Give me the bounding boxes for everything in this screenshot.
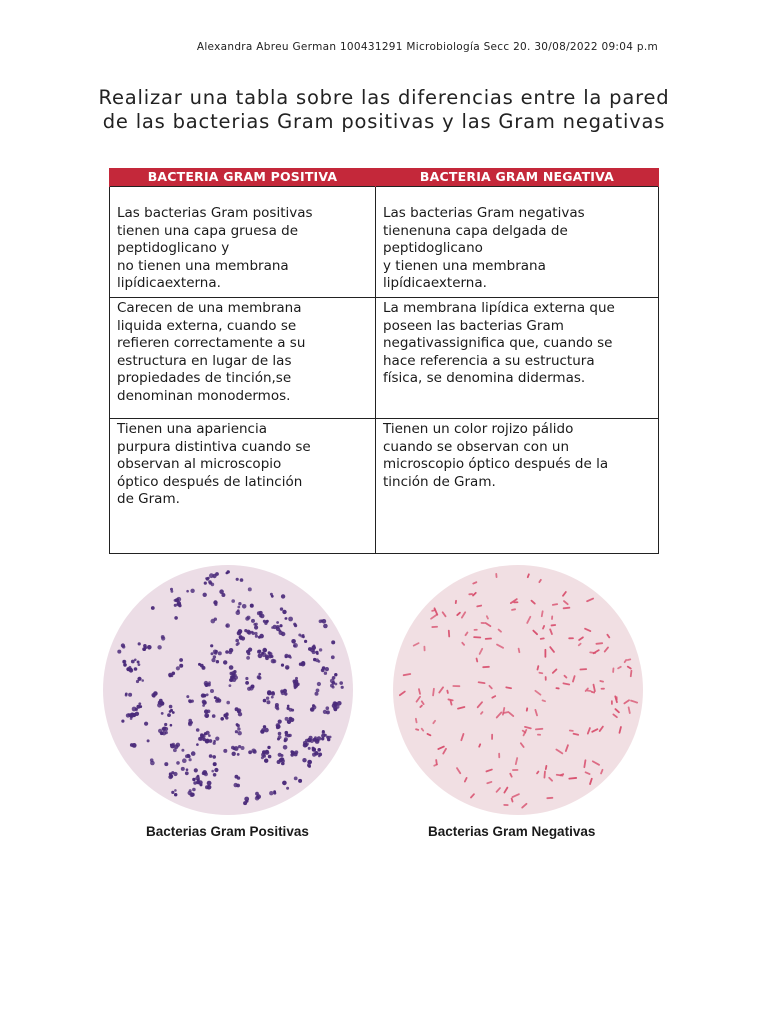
table-row [110, 187, 659, 298]
cell-negative [376, 187, 659, 298]
cell-line: estructura en lugar de las [117, 352, 292, 369]
cell-line: cuando se observan con un [383, 438, 570, 455]
cell-line: La membrana lipídica externa que [383, 300, 615, 316]
table-row [110, 419, 659, 554]
cell-positive [110, 187, 376, 298]
cell-line: tienen una capa gruesa de [117, 222, 299, 239]
header-gram-negative: BACTERIA GRAM NEGATIVA [376, 168, 659, 187]
cell-line: Tienen un color rojizo pálido [383, 421, 574, 437]
gram-positive-micrograph [92, 565, 364, 815]
cell-line: no tienen una membrana [117, 257, 289, 274]
caption-gram-negative: Bacterias Gram Negativas [428, 824, 596, 839]
cell-line: observan al microscopio [117, 456, 282, 472]
cell-line: refieren correctamente a su [117, 335, 306, 351]
cell-negative [376, 298, 659, 419]
page-title [60, 86, 708, 134]
header-line: Alexandra Abreu German 100431291 Microbiología Secc 20. 30/08/2022 09:04 p.m [196, 41, 658, 53]
cell-line: liquida externa, cuando se [117, 317, 297, 334]
cell-line: tienenuna capa delgada de [383, 222, 568, 239]
cell-line: óptico después de latinción [117, 473, 303, 490]
cell-line: de Gram. [117, 491, 180, 507]
cell-line: peptidoglicano [383, 240, 483, 256]
title-line-1: Realizar una tabla sobre las diferencias entre la pared [98, 86, 670, 109]
cell-line: microscopio óptico después de la [383, 456, 609, 472]
cell-line: tinción de Gram. [383, 473, 496, 490]
cell-line: propiedades de tinción,se [117, 370, 292, 386]
cell-line: denominan monodermos. [117, 387, 291, 404]
cell-line: Carecen de una membrana [117, 300, 302, 316]
cell-negative [376, 419, 659, 554]
table-row [110, 298, 659, 419]
table-header-row [110, 168, 659, 187]
title-line-2: de las bacterias Gram positivas y las Gram negativas [102, 110, 666, 133]
cell-line: física, se denomina didermas. [383, 370, 586, 386]
cell-line: poseen las bacterias Gram [383, 317, 564, 334]
caption-gram-positive: Bacterias Gram Positivas [146, 824, 309, 839]
comparison-table [109, 168, 659, 554]
cell-line: peptidoglicano y [117, 240, 230, 256]
slide-field [103, 565, 353, 815]
header-gram-positive: BACTERIA GRAM POSITIVA [110, 168, 376, 187]
cell-line: Las bacterias Gram negativas [383, 205, 585, 221]
cell-line: purpura distintiva cuando se [117, 438, 311, 455]
cell-line: Tienen una apariencia [117, 421, 267, 437]
cell-positive [110, 419, 376, 554]
cell-line: lipídicaexterna. [383, 275, 487, 291]
cell-line: y tienen una membrana [383, 257, 546, 274]
cell-line: negativassignifica que, cuando se [383, 335, 613, 351]
cell-line: lipídicaexterna. [117, 275, 221, 291]
cell-positive [110, 298, 376, 419]
gram-negative-micrograph [382, 565, 654, 815]
cell-line: hace referencia a su estructura [383, 352, 595, 369]
cell-line: Las bacterias Gram positivas [117, 205, 313, 221]
